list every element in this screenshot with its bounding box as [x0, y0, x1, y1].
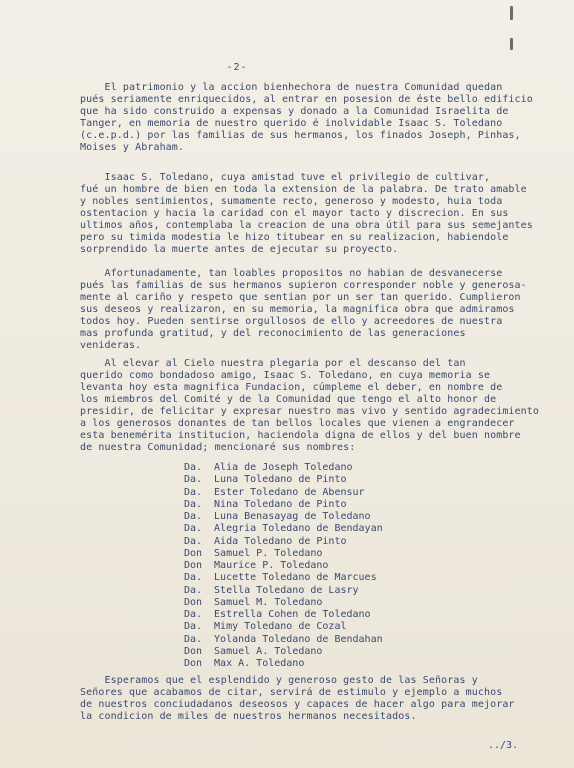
list-item: Da. Luna Benasayag de Toledano	[184, 511, 371, 522]
page-number: -2-	[226, 62, 248, 73]
list-item: Don Maurice P. Toledano	[184, 560, 329, 571]
list-item: Don Samuel M. Toledano	[184, 596, 323, 608]
edge-mark	[510, 6, 513, 20]
list-item: Da. Ester Toledano de Abensur	[184, 486, 365, 498]
list-item: Don Samuel A. Toledano	[184, 645, 323, 657]
list-item: Da. Lucette Toledano de Marcues	[184, 572, 377, 584]
paragraph-afortunadamente: Afortunadamente, tan loables propositos no habian de desvanecerse pués las familias de sus hermanos supieron corresponder noble y generosa- mente al cariño y respeto que sentian por un ser tan querido. Cumplieron sus deseos y realizaron, en su memoria, la magnifica obra que admiramos todos hoy. Pueden sentirse orgullosos de ello y acreedores de nuestra mas profunda gratitud, y del reconocimiento de las generaciones venideras.	[80, 268, 527, 351]
list-item: Da. Mimy Toledano de Cozal	[184, 621, 347, 633]
continuation-marker: ../3.	[488, 740, 519, 751]
list-item: Da. Alegria Toledano de Bendayan	[184, 523, 383, 535]
paragraph-isaac: Isaac S. Toledano, cuya amistad tuve el privilegio de cultivar, fué un hombre de bien en toda la extension de la palabra. De trato amable y nobles sentimientos, sumamente recto, generoso y modesto, huia toda ostentacion y hacia la caridad con el mayor tacto y discrecion. En sus ultimos años, contemplaba la creacion de una obra útil para sus semejantes pero su timida modestia le hizo titubear en su realizacion, habiendole sorprendido la muerte antes de ejecutar su proyecto.	[80, 172, 533, 255]
list-item: Da. Luna Toledano de Pinto	[184, 474, 347, 486]
list-item: Da. Nina Toledano de Pinto	[184, 498, 347, 510]
list-item: Da. Aida Toledano de Pinto	[184, 535, 347, 547]
list-item: Da. Stella Toledano de Lasry	[184, 584, 359, 596]
list-item: Da. Estrella Cohen de Toledano	[184, 609, 371, 620]
paragraph-esperamos: Esperamos que el esplendido y generoso gesto de las Señoras y Señores que acabamos de citar, servirá de estimulo y ejemplo a muchos de nuestros conciudadanos deseosos y capaces de hacer algo para mejorar la condicion de miles de nuestros hermanos necesitados.	[80, 675, 515, 722]
list-item: Da. Yolanda Toledano de Bendahan	[184, 633, 383, 645]
list-item: Don Max A. Toledano	[184, 658, 305, 669]
edge-mark	[510, 38, 513, 50]
paragraph-patrimonio: El patrimonio y la accion bienhechora de nuestra Comunidad quedan pués seriamente enriquecidos, al entrar en posesion de éste bello edificio que ha sido construido a expensas y donado a la Comunidad Israelita de Tanger, en memoria de nuestro querido é inolvidable Isaac S. Toledano (c.e.p.d.) por las familias de sus hermanos, los finados Joseph, Pinhas, Moises y Abraham.	[80, 82, 533, 153]
list-item: Don Samuel P. Toledano	[184, 547, 323, 559]
list-item: Da. Alia de Joseph Toledano	[184, 462, 353, 473]
donor-list	[184, 462, 484, 670]
paragraph-al-elevar: Al elevar al Cielo nuestra plegaria por el descanso del tan querido como bondadoso amigo, Isaac S. Toledano, en cuya memoria se levanta hoy esta magnifica Fundacion, cúmpleme el deber, en nombre de los miembros del Comité y de la Comunidad que tengo el alto honor de presidir, de felicitar y expresar nuestro mas vivo y sentido agradecimiento a los generosos donantes de tan bellos locales que vienen a engrandecer esta benemérita institucion, haciendola digna de ellos y del buen nombre de nuestra Comunidad; mencionaré sus nombres:	[80, 358, 540, 453]
